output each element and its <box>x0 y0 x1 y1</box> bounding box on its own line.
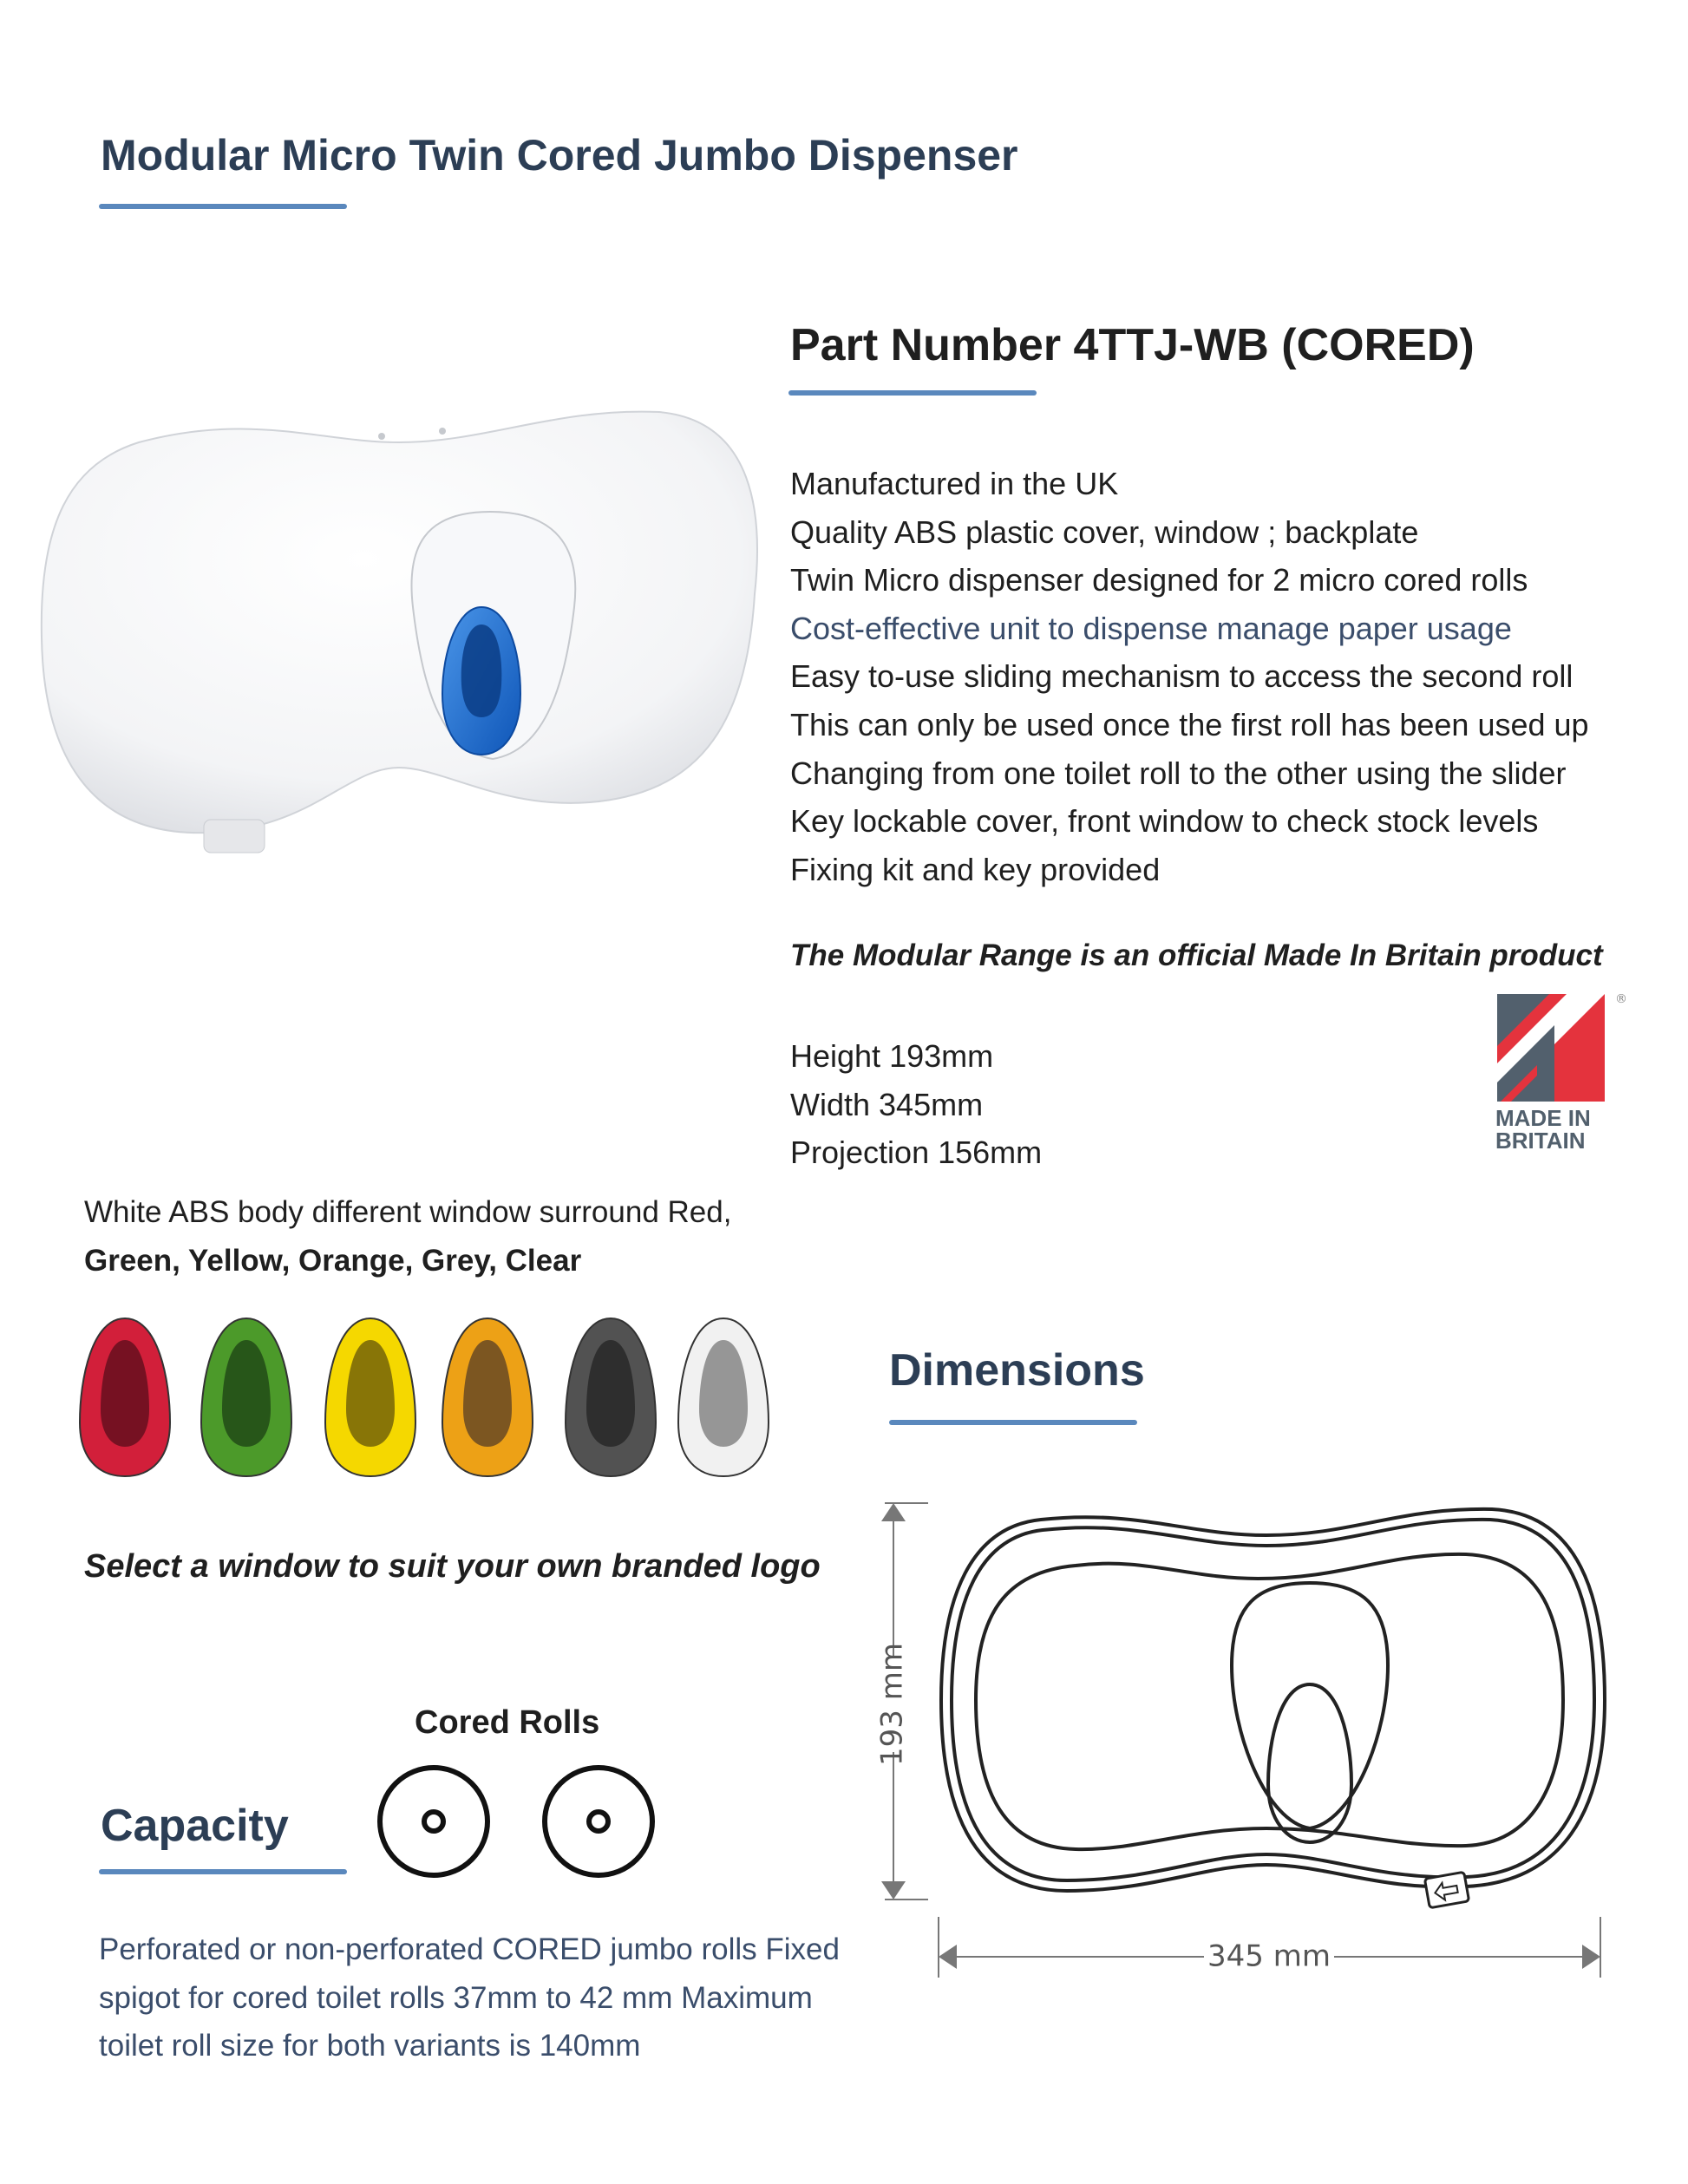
window-colour-swatches <box>80 1310 774 1483</box>
title-underline <box>99 204 347 209</box>
height-dimension <box>875 1503 929 1900</box>
swatch-clear[interactable] <box>678 1318 769 1476</box>
swatch-yellow[interactable] <box>325 1318 415 1476</box>
product-image <box>35 395 763 880</box>
part-number-title: Part Number 4TTJ-WB (CORED) <box>790 320 1475 370</box>
dimensions-title: Dimensions <box>889 1345 1145 1396</box>
swatch-orange[interactable] <box>442 1318 533 1476</box>
capacity-underline <box>99 1869 347 1874</box>
roll-icon <box>380 1768 487 1875</box>
feature-item: Manufactured in the UK <box>790 466 1119 501</box>
colour-options-line2: Green, Yellow, Orange, Grey, Clear <box>84 1243 582 1278</box>
feature-item: Changing from one toilet roll to the other using the slider <box>790 755 1567 791</box>
logo-text-line1: MADE IN <box>1495 1105 1591 1131</box>
feature-item: This can only be used once the first roll has been used up <box>790 706 1589 742</box>
colour-options-line1: White ABS body different window surround Red, <box>84 1195 732 1229</box>
feature-item: Easy to-use sliding mechanism to access the second roll <box>790 658 1574 695</box>
dimension-drawing <box>859 1501 1622 1986</box>
swatch-grey[interactable] <box>566 1318 656 1476</box>
swatch-red[interactable] <box>80 1318 170 1476</box>
registered-mark: ® <box>1615 992 1627 1006</box>
logo-text-line2: BRITAIN <box>1495 1128 1586 1154</box>
dispenser-outline <box>941 1509 1605 1891</box>
feature-item: Twin Micro dispenser designed for 2 micro cored rolls <box>790 562 1528 598</box>
dimensions-underline <box>889 1420 1137 1425</box>
dimension-height: Height 193mm <box>790 1038 994 1074</box>
dimension-projection: Projection 156mm <box>790 1135 1043 1171</box>
page-title: Modular Micro Twin Cored Jumbo Dispenser <box>101 131 1018 180</box>
feature-item: Fixing kit and key provided <box>790 851 1161 887</box>
swatch-green[interactable] <box>201 1318 291 1476</box>
dimension-list <box>790 1032 1042 1177</box>
width-label: 345 mm <box>1207 1939 1331 1974</box>
select-window-note: Select a window to suit your own branded logo <box>84 1548 821 1585</box>
part-number-underline <box>788 390 1037 396</box>
cored-rolls-diagram <box>373 1756 668 1886</box>
colour-options-text <box>84 1188 731 1285</box>
made-in-britain-statement: The Modular Range is an official Made In Britain product <box>790 938 1603 972</box>
feature-list <box>790 460 1589 893</box>
height-label: 193 mm <box>874 1643 910 1766</box>
dimension-width: Width 345mm <box>790 1086 984 1122</box>
made-in-britain-logo <box>1494 991 1627 1155</box>
feature-item: Cost-effective unit to dispense manage paper usage <box>790 610 1512 646</box>
capacity-title: Capacity <box>101 1801 289 1851</box>
feature-item: Quality ABS plastic cover, window ; backplate <box>790 513 1419 550</box>
feature-item: Key lockable cover, front window to check stock levels <box>790 803 1539 840</box>
roll-icon <box>545 1768 652 1875</box>
width-dimension <box>939 1917 1600 1978</box>
latch-icon <box>1424 1872 1469 1907</box>
cored-rolls-label: Cored Rolls <box>415 1704 600 1741</box>
capacity-description: Perforated or non-perforated CORED jumbo rolls Fixed spigot for cored toilet rolls 37mm to 42 mm Maximum toilet roll size for both variants is 140mm <box>99 1932 840 2063</box>
